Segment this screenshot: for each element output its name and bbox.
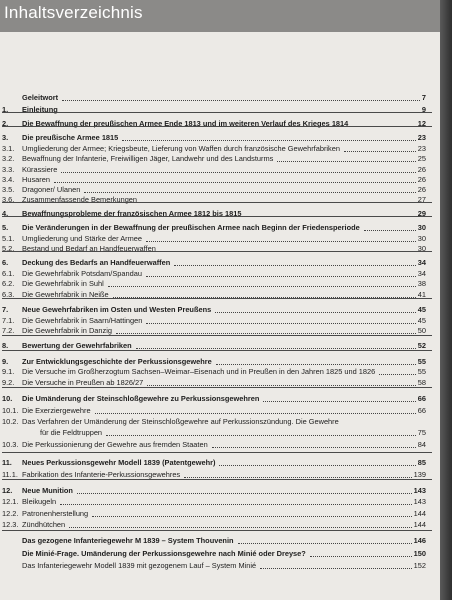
toc-entry-page: 34 [417,258,426,267]
toc-entry-number: 9. [2,357,9,366]
toc-entry-title: Geleitwort [22,93,59,102]
toc-entry-page: 55 [417,367,426,376]
dot-leader [122,139,416,141]
toc-entry-number: 3.5. [2,185,15,194]
toc-entry-title: Neue Gewehrfabriken im Osten und Westen Preußens [22,305,212,314]
toc-entry [0,92,440,103]
toc-entry-title: Die Exerziergewehre [22,406,91,415]
toc-entry-page: 52 [417,341,426,350]
toc-entry-page: 66 [417,406,426,415]
page-title: Inhaltsverzeichnis [4,3,143,22]
toc-entry-page: 58 [417,378,426,387]
toc-entry [0,278,440,289]
toc-entry [0,243,440,254]
toc-entry [0,257,440,268]
toc-entry-number: 6.2. [2,279,15,288]
dot-leader [54,181,416,183]
toc-entry-page: 25 [417,154,426,163]
toc-entry [0,222,440,233]
toc-entry-page: 7 [421,93,426,102]
dot-leader [95,412,416,414]
toc-entry-page: 45 [417,305,426,314]
dot-leader [146,322,415,324]
section-divider [2,387,432,388]
toc-entry-number: 7. [2,305,9,314]
toc-entry [0,118,440,129]
dot-leader [60,503,412,505]
toc-entry-title: Bewaffnung der Infanterie, Freiwilligen Jäger, Landwehr und des Landsturms [22,154,274,163]
toc-entry-page: 144 [413,520,426,529]
toc-entry-number: 12.1. [2,497,19,506]
dot-leader [174,264,416,266]
dot-leader [219,464,415,466]
toc-entry-page: 85 [417,458,426,467]
toc-entry-title: Die Bewaffnung der preußischen Armee Ende 1813 und im weiteren Verlauf des Krieges 1814 [22,119,349,128]
toc-entry [0,496,440,507]
dot-leader [146,240,416,242]
toc-entry [0,457,440,468]
toc-entry-page: 45 [417,316,426,325]
dot-leader [263,400,415,402]
dot-leader [116,332,416,334]
toc-entry-title: Husaren [22,175,50,184]
toc-entry-title: Die Gewehrfabrik in Suhl [22,279,104,288]
toc-entry-number: 3.3. [2,165,15,174]
toc-entry-number: 10.1. [2,406,19,415]
toc-entry [0,104,440,115]
toc-entry-page: 146 [413,536,426,545]
toc-entry-title: Die Minié-Frage. Umänderung der Perkussionsgewehre nach Minié oder Dreyse? [22,549,306,558]
toc-entry-number: 7.1. [2,316,15,325]
toc-entry-number: 3. [2,133,9,142]
dot-leader [77,492,412,494]
dot-leader [147,384,416,386]
page-edge-shadow [440,0,452,600]
dot-leader [364,229,416,231]
toc-entry-number: 4. [2,209,9,218]
toc-entry-number: 1. [2,105,9,114]
toc-entry [0,208,440,219]
dot-leader [310,555,412,557]
toc-entry [0,519,440,530]
toc-entry [0,508,440,519]
toc-entry [0,535,440,546]
toc-entry-page: 152 [413,561,426,570]
toc-entry-page: 9 [421,105,426,114]
toc-entry-number: 6.3. [2,290,15,299]
toc-entry-page: 29 [417,209,426,218]
toc-entry [0,393,440,404]
toc-entry-title: Die preußische Armee 1815 [22,133,119,142]
toc-entry-number: 5.1. [2,234,15,243]
toc-entry-page: 143 [413,497,426,506]
toc-entry-page: 27 [417,195,426,204]
toc-entry-title: Bestand und Bedarf an Handfeuerwaffen [22,244,156,253]
dot-leader [84,191,415,193]
dot-leader [215,311,416,313]
dot-leader [69,526,412,528]
toc-entry-title: Die Umänderung der Steinschloßgewehre zu Perkussionsgewehren [22,394,260,403]
toc-entry [0,366,440,377]
toc-entry-title: Neue Munition [22,486,73,495]
section-divider [2,298,432,299]
toc-entry-number: 12.3. [2,520,19,529]
toc-entry-page: 34 [417,269,426,278]
toc-entry-number: 10.3. [2,440,19,449]
toc-entry [0,427,440,438]
dot-leader [62,99,420,101]
section-divider [2,126,432,127]
toc-entry-title: Die Versuche im Großherzogtum Sachsen–Weimar–Eisenach und in Preußen in den Jahren 1825 und 1826 [22,367,376,376]
toc-entry-title: Bewertung der Gewehrfabriken [22,341,132,350]
toc-entry-number: 11. [2,458,12,467]
toc-entry [0,416,440,427]
section-divider [2,479,432,480]
toc-entry-page: 26 [417,175,426,184]
section-divider [2,251,432,252]
toc-entry-number: 7.2. [2,326,15,335]
toc-entry-title: Die Perkussionierung der Gewehre aus fremden Staaten [22,440,208,449]
toc-entry-page: 75 [417,428,426,437]
toc-entry-number: 3.1. [2,144,15,153]
toc-entry-title: Patronenherstellung [22,509,89,518]
toc-entry-title: für die Feldtruppen [40,428,103,437]
toc-entry-page: 144 [413,509,426,518]
toc-entry-page: 26 [417,165,426,174]
toc-entry-title: Kürassiere [22,165,58,174]
toc-entry-number: 12. [2,486,13,495]
toc-entry-title: Die Gewehrfabrik in Danzig [22,326,112,335]
toc-entry-title: Die Veränderungen in der Bewaffnung der preußischen Armee nach Beginn der Friedensperiode [22,223,360,232]
toc-entry [0,153,440,164]
section-divider [2,452,432,453]
toc-entry-page: 30 [417,223,426,232]
toc-entry-page: 84 [417,440,426,449]
toc-entry-number: 2. [2,119,9,128]
toc-entry-page: 143 [413,486,426,495]
section-divider [2,335,432,336]
dot-leader [184,476,411,478]
toc-entry-title: Bleikugeln [22,497,57,506]
toc-entry-page: 41 [417,290,426,299]
section-divider [2,202,432,203]
section-divider [2,350,432,351]
toc-entry-title: Die Gewehrfabrik in Saarn/Hattingen [22,316,143,325]
toc-entry-page: 30 [417,234,426,243]
toc-entry [0,405,440,416]
toc-entry-number: 6. [2,258,9,267]
toc-entry [0,439,440,450]
toc-entry-page: 23 [417,133,426,142]
dot-leader [108,285,416,287]
toc-entry-title: Umgliederung und Stärke der Armee [22,234,142,243]
toc-entry-number: 3.2. [2,154,15,163]
dot-leader [277,160,415,162]
toc-entry-page: 50 [417,326,426,335]
dot-leader [92,515,412,517]
toc-entry-title: Zündhütchen [22,520,66,529]
toc-entry-number: 5. [2,223,9,232]
toc-entry [0,194,440,205]
toc-entry-title: Deckung des Bedarfs an Handfeuerwaffen [22,258,171,267]
toc-entry-title: Das gezogene Infanteriegewehr M 1839 – System Thouvenin [22,536,234,545]
toc-entry-title: Die Versuche in Preußen ab 1826/27 [22,378,144,387]
toc-entry-title: Umgliederung der Armee; Kriegsbeute, Lieferung von Waffen durch französische Gewehrfabriken [22,144,340,153]
dot-leader [216,363,416,365]
toc-entry-title: Die Gewehrfabrik Potsdam/Spandau [22,269,142,278]
toc-entry-page: 26 [417,185,426,194]
section-divider [2,530,432,531]
toc-entry-page: 23 [417,144,426,153]
dot-leader [344,150,416,152]
toc-entry-title: Die Gewehrfabrik in Neiße [22,290,109,299]
toc-entry-page: 30 [417,244,426,253]
toc-entry-page: 55 [417,357,426,366]
dot-leader [146,275,416,277]
toc-entry-number: 12.2. [2,509,19,518]
toc-entry [0,560,440,571]
dot-leader [136,347,416,349]
toc-entry-number: 6.1. [2,269,15,278]
toc-entry-number: 10.2. [2,417,19,426]
toc-entry-number: 8. [2,341,9,350]
toc-entry-title: Neues Perkussionsgewehr Modell 1839 (Patentgewehr) [22,458,216,467]
toc-entry-title: Dragoner/ Ulanen [22,185,81,194]
toc-entry-title: Das Infanteriegewehr Modell 1839 mit gezogenem Lauf – System Minié [22,561,257,570]
toc-entry [0,132,440,143]
toc-entry-title: Fabrikation des Infanterie-Perkussionsgewehres [22,470,181,479]
toc-entry-number: 3.6. [2,195,15,204]
toc-entry-page: 12 [417,119,426,128]
toc-entry-number: 11.1. [2,470,18,479]
toc-entry-title: Einleitung [22,105,58,114]
dot-leader [260,567,411,569]
toc-entry-number: 9.2. [2,378,15,387]
toc-entry-page: 150 [413,549,426,558]
toc-entry-title: Zusammenfassende Bemerkungen [22,195,138,204]
toc-entry-page: 66 [417,394,426,403]
toc-entry [0,548,440,559]
toc-entry-number: 9.1. [2,367,15,376]
dot-leader [61,171,415,173]
dot-leader [379,373,416,375]
toc-entry-title: Das Verfahren der Umänderung der Steinschloßgewehre auf Perkussionszündung. Die Gewehre [22,417,339,426]
toc-entry-title: Zur Entwicklungsgeschichte der Perkussionsgewehre [22,357,212,366]
toc-entry-number: 5.2. [2,244,15,253]
dot-leader [238,542,412,544]
toc-entry-title: Bewaffnungsprobleme der französischen Armee 1812 bis 1815 [22,209,242,218]
toc-entry-number: 3.4. [2,175,15,184]
section-divider [2,216,432,217]
toc-entry-page: 139 [413,470,426,479]
section-divider [2,112,432,113]
toc-entry-page: 38 [417,279,426,288]
toc-entry-number: 10. [2,394,13,403]
dot-leader [106,434,416,436]
toc-entry [0,485,440,496]
toc-entry [0,304,440,315]
dot-leader [212,446,416,448]
